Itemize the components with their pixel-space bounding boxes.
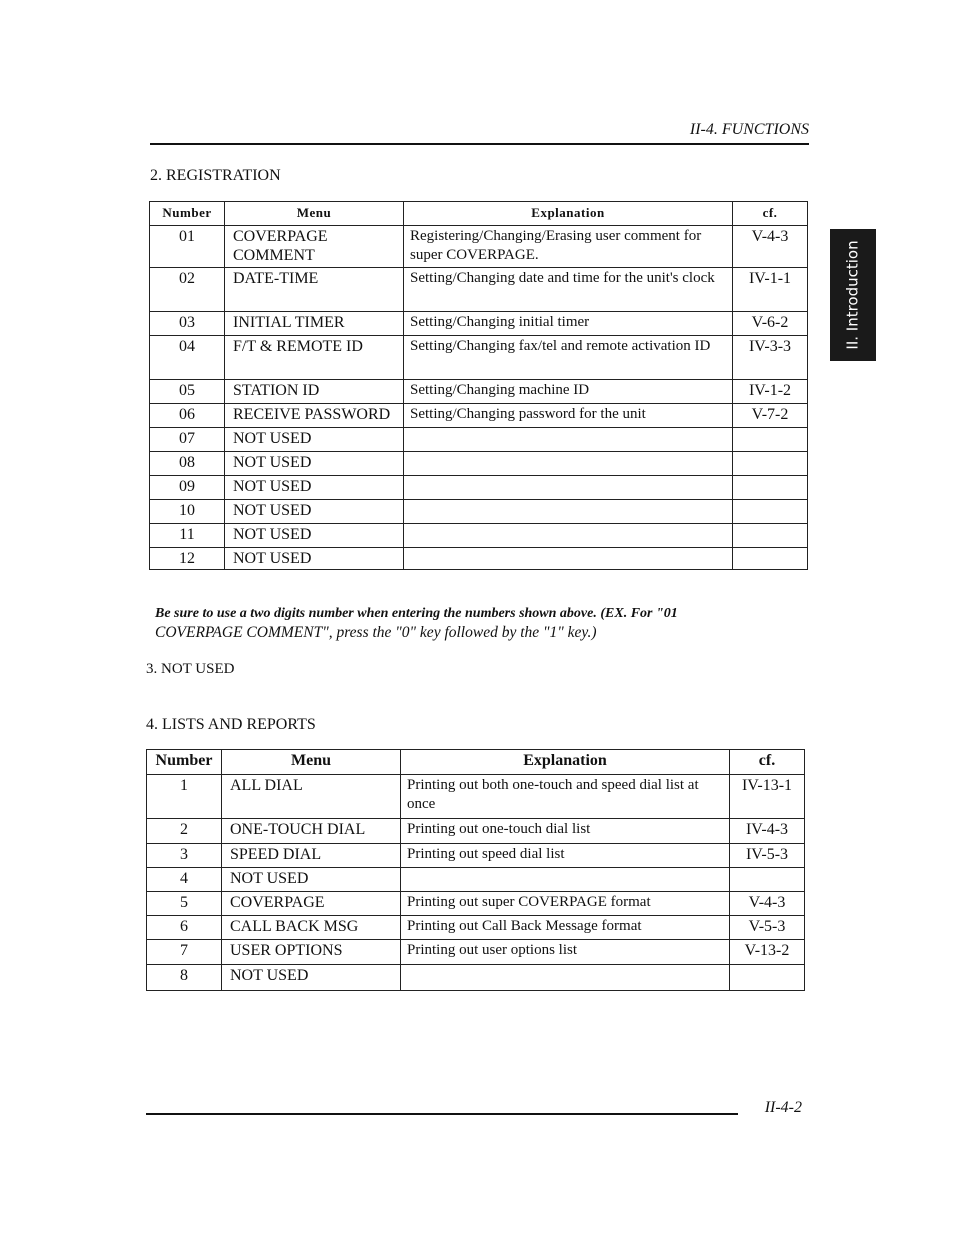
table-row bbox=[150, 476, 808, 500]
row-menu: NOT USED bbox=[225, 500, 404, 524]
row-cf: V-13-2 bbox=[730, 940, 805, 965]
column-header: Menu bbox=[225, 202, 404, 226]
row-menu: ALL DIAL bbox=[222, 775, 401, 819]
row-number: 04 bbox=[150, 336, 225, 380]
row-number: 02 bbox=[150, 268, 225, 312]
row-menu: USER OPTIONS bbox=[222, 940, 401, 965]
row-number: 3 bbox=[147, 844, 222, 868]
row-cf bbox=[730, 868, 805, 892]
row-menu: INITIAL TIMER bbox=[225, 312, 404, 336]
row-menu: ONE-TOUCH DIAL bbox=[222, 819, 401, 844]
row-number: 11 bbox=[150, 524, 225, 548]
section-3-title: 3. NOT USED bbox=[146, 661, 235, 677]
row-explanation bbox=[401, 965, 730, 991]
row-number: 10 bbox=[150, 500, 225, 524]
row-cf bbox=[733, 452, 808, 476]
row-explanation: Setting/Changing initial timer bbox=[404, 312, 733, 336]
table-row bbox=[150, 404, 808, 428]
table-row bbox=[150, 428, 808, 452]
row-number: 6 bbox=[147, 916, 222, 940]
table-row bbox=[147, 940, 805, 965]
side-tab bbox=[830, 229, 876, 361]
table-row bbox=[147, 868, 805, 892]
row-explanation: Printing out both one-touch and speed dial list at once bbox=[401, 775, 730, 819]
row-menu: NOT USED bbox=[225, 428, 404, 452]
note-line-1: Be sure to use a two digits number when entering the numbers shown above. (EX. For "01 bbox=[155, 606, 678, 621]
row-cf: IV-13-1 bbox=[730, 775, 805, 819]
row-number: 5 bbox=[147, 892, 222, 916]
row-cf: V-4-3 bbox=[733, 226, 808, 268]
row-menu: STATION ID bbox=[225, 380, 404, 404]
table-row bbox=[147, 916, 805, 940]
row-menu: DATE-TIME bbox=[225, 268, 404, 312]
row-menu: NOT USED bbox=[222, 965, 401, 991]
column-header: Number bbox=[150, 202, 225, 226]
row-explanation bbox=[404, 428, 733, 452]
row-explanation: Setting/Changing date and time for the unit's clock bbox=[404, 268, 733, 312]
row-number: 1 bbox=[147, 775, 222, 819]
row-explanation: Printing out user options list bbox=[401, 940, 730, 965]
table-row bbox=[147, 775, 805, 819]
row-number: 7 bbox=[147, 940, 222, 965]
row-number: 07 bbox=[150, 428, 225, 452]
table-header-row bbox=[147, 750, 805, 775]
row-explanation: Printing out Call Back Message format bbox=[401, 916, 730, 940]
row-number: 2 bbox=[147, 819, 222, 844]
row-number: 4 bbox=[147, 868, 222, 892]
row-menu: NOT USED bbox=[225, 524, 404, 548]
row-number: 8 bbox=[147, 965, 222, 991]
row-cf: V-4-3 bbox=[730, 892, 805, 916]
column-header: cf. bbox=[733, 202, 808, 226]
row-number: 06 bbox=[150, 404, 225, 428]
row-explanation bbox=[404, 476, 733, 500]
row-explanation: Setting/Changing machine ID bbox=[404, 380, 733, 404]
row-explanation bbox=[404, 548, 733, 570]
table-row bbox=[150, 312, 808, 336]
table-row bbox=[150, 452, 808, 476]
side-tab-label: II. Introduction bbox=[844, 240, 862, 350]
row-menu: F/T & REMOTE ID bbox=[225, 336, 404, 380]
table-row bbox=[150, 524, 808, 548]
row-explanation bbox=[401, 868, 730, 892]
row-cf: V-6-2 bbox=[733, 312, 808, 336]
column-header: Number bbox=[147, 750, 222, 775]
row-explanation bbox=[404, 452, 733, 476]
row-explanation bbox=[404, 524, 733, 548]
row-cf: IV-1-1 bbox=[733, 268, 808, 312]
column-header: Menu bbox=[222, 750, 401, 775]
row-explanation: Setting/Changing fax/tel and remote activation ID bbox=[404, 336, 733, 380]
column-header: Explanation bbox=[401, 750, 730, 775]
header-rule bbox=[150, 143, 809, 145]
table-row bbox=[150, 548, 808, 570]
row-menu: CALL BACK MSG bbox=[222, 916, 401, 940]
row-cf bbox=[733, 428, 808, 452]
row-cf bbox=[730, 965, 805, 991]
table-row bbox=[150, 336, 808, 380]
row-number: 01 bbox=[150, 226, 225, 268]
row-cf: IV-4-3 bbox=[730, 819, 805, 844]
row-cf bbox=[733, 524, 808, 548]
row-menu: COVERPAGE bbox=[222, 892, 401, 916]
row-number: 09 bbox=[150, 476, 225, 500]
table-header-row bbox=[150, 202, 808, 226]
usage-note bbox=[155, 604, 815, 642]
row-cf bbox=[733, 548, 808, 570]
row-menu: NOT USED bbox=[225, 476, 404, 500]
row-explanation: Registering/Changing/Erasing user comment for super COVERPAGE. bbox=[404, 226, 733, 268]
page-number: II-4-2 bbox=[764, 1099, 802, 1116]
table-row bbox=[147, 844, 805, 868]
row-menu: COVERPAGE COMMENT bbox=[225, 226, 404, 268]
row-number: 03 bbox=[150, 312, 225, 336]
row-number: 12 bbox=[150, 548, 225, 570]
row-number: 05 bbox=[150, 380, 225, 404]
section-2-title: 2. REGISTRATION bbox=[150, 167, 281, 184]
row-explanation: Printing out one-touch dial list bbox=[401, 819, 730, 844]
row-menu: NOT USED bbox=[225, 548, 404, 570]
table-row bbox=[150, 500, 808, 524]
row-cf: IV-5-3 bbox=[730, 844, 805, 868]
row-explanation bbox=[404, 500, 733, 524]
table-row bbox=[150, 226, 808, 268]
table-row bbox=[147, 819, 805, 844]
row-cf: IV-3-3 bbox=[733, 336, 808, 380]
row-explanation: Setting/Changing password for the unit bbox=[404, 404, 733, 428]
table-row bbox=[147, 965, 805, 991]
lists-reports-table bbox=[146, 749, 805, 991]
row-cf: V-7-2 bbox=[733, 404, 808, 428]
page-header-title: II-4. FUNCTIONS bbox=[689, 121, 809, 138]
row-menu: NOT USED bbox=[225, 452, 404, 476]
row-explanation: Printing out speed dial list bbox=[401, 844, 730, 868]
row-menu: SPEED DIAL bbox=[222, 844, 401, 868]
row-menu: RECEIVE PASSWORD bbox=[225, 404, 404, 428]
column-header: cf. bbox=[730, 750, 805, 775]
row-number: 08 bbox=[150, 452, 225, 476]
table-row bbox=[150, 268, 808, 312]
row-cf bbox=[733, 476, 808, 500]
note-line-2: COVERPAGE COMMENT", press the "0" key followed by the "1" key.) bbox=[155, 624, 597, 641]
column-header: Explanation bbox=[404, 202, 733, 226]
row-explanation: Printing out super COVERPAGE format bbox=[401, 892, 730, 916]
section-4-title: 4. LISTS AND REPORTS bbox=[146, 716, 316, 733]
row-cf: IV-1-2 bbox=[733, 380, 808, 404]
row-cf bbox=[733, 500, 808, 524]
registration-table bbox=[149, 201, 808, 570]
table-row bbox=[147, 892, 805, 916]
table-row bbox=[150, 380, 808, 404]
footer-rule bbox=[146, 1113, 738, 1115]
row-menu: NOT USED bbox=[222, 868, 401, 892]
row-cf: V-5-3 bbox=[730, 916, 805, 940]
